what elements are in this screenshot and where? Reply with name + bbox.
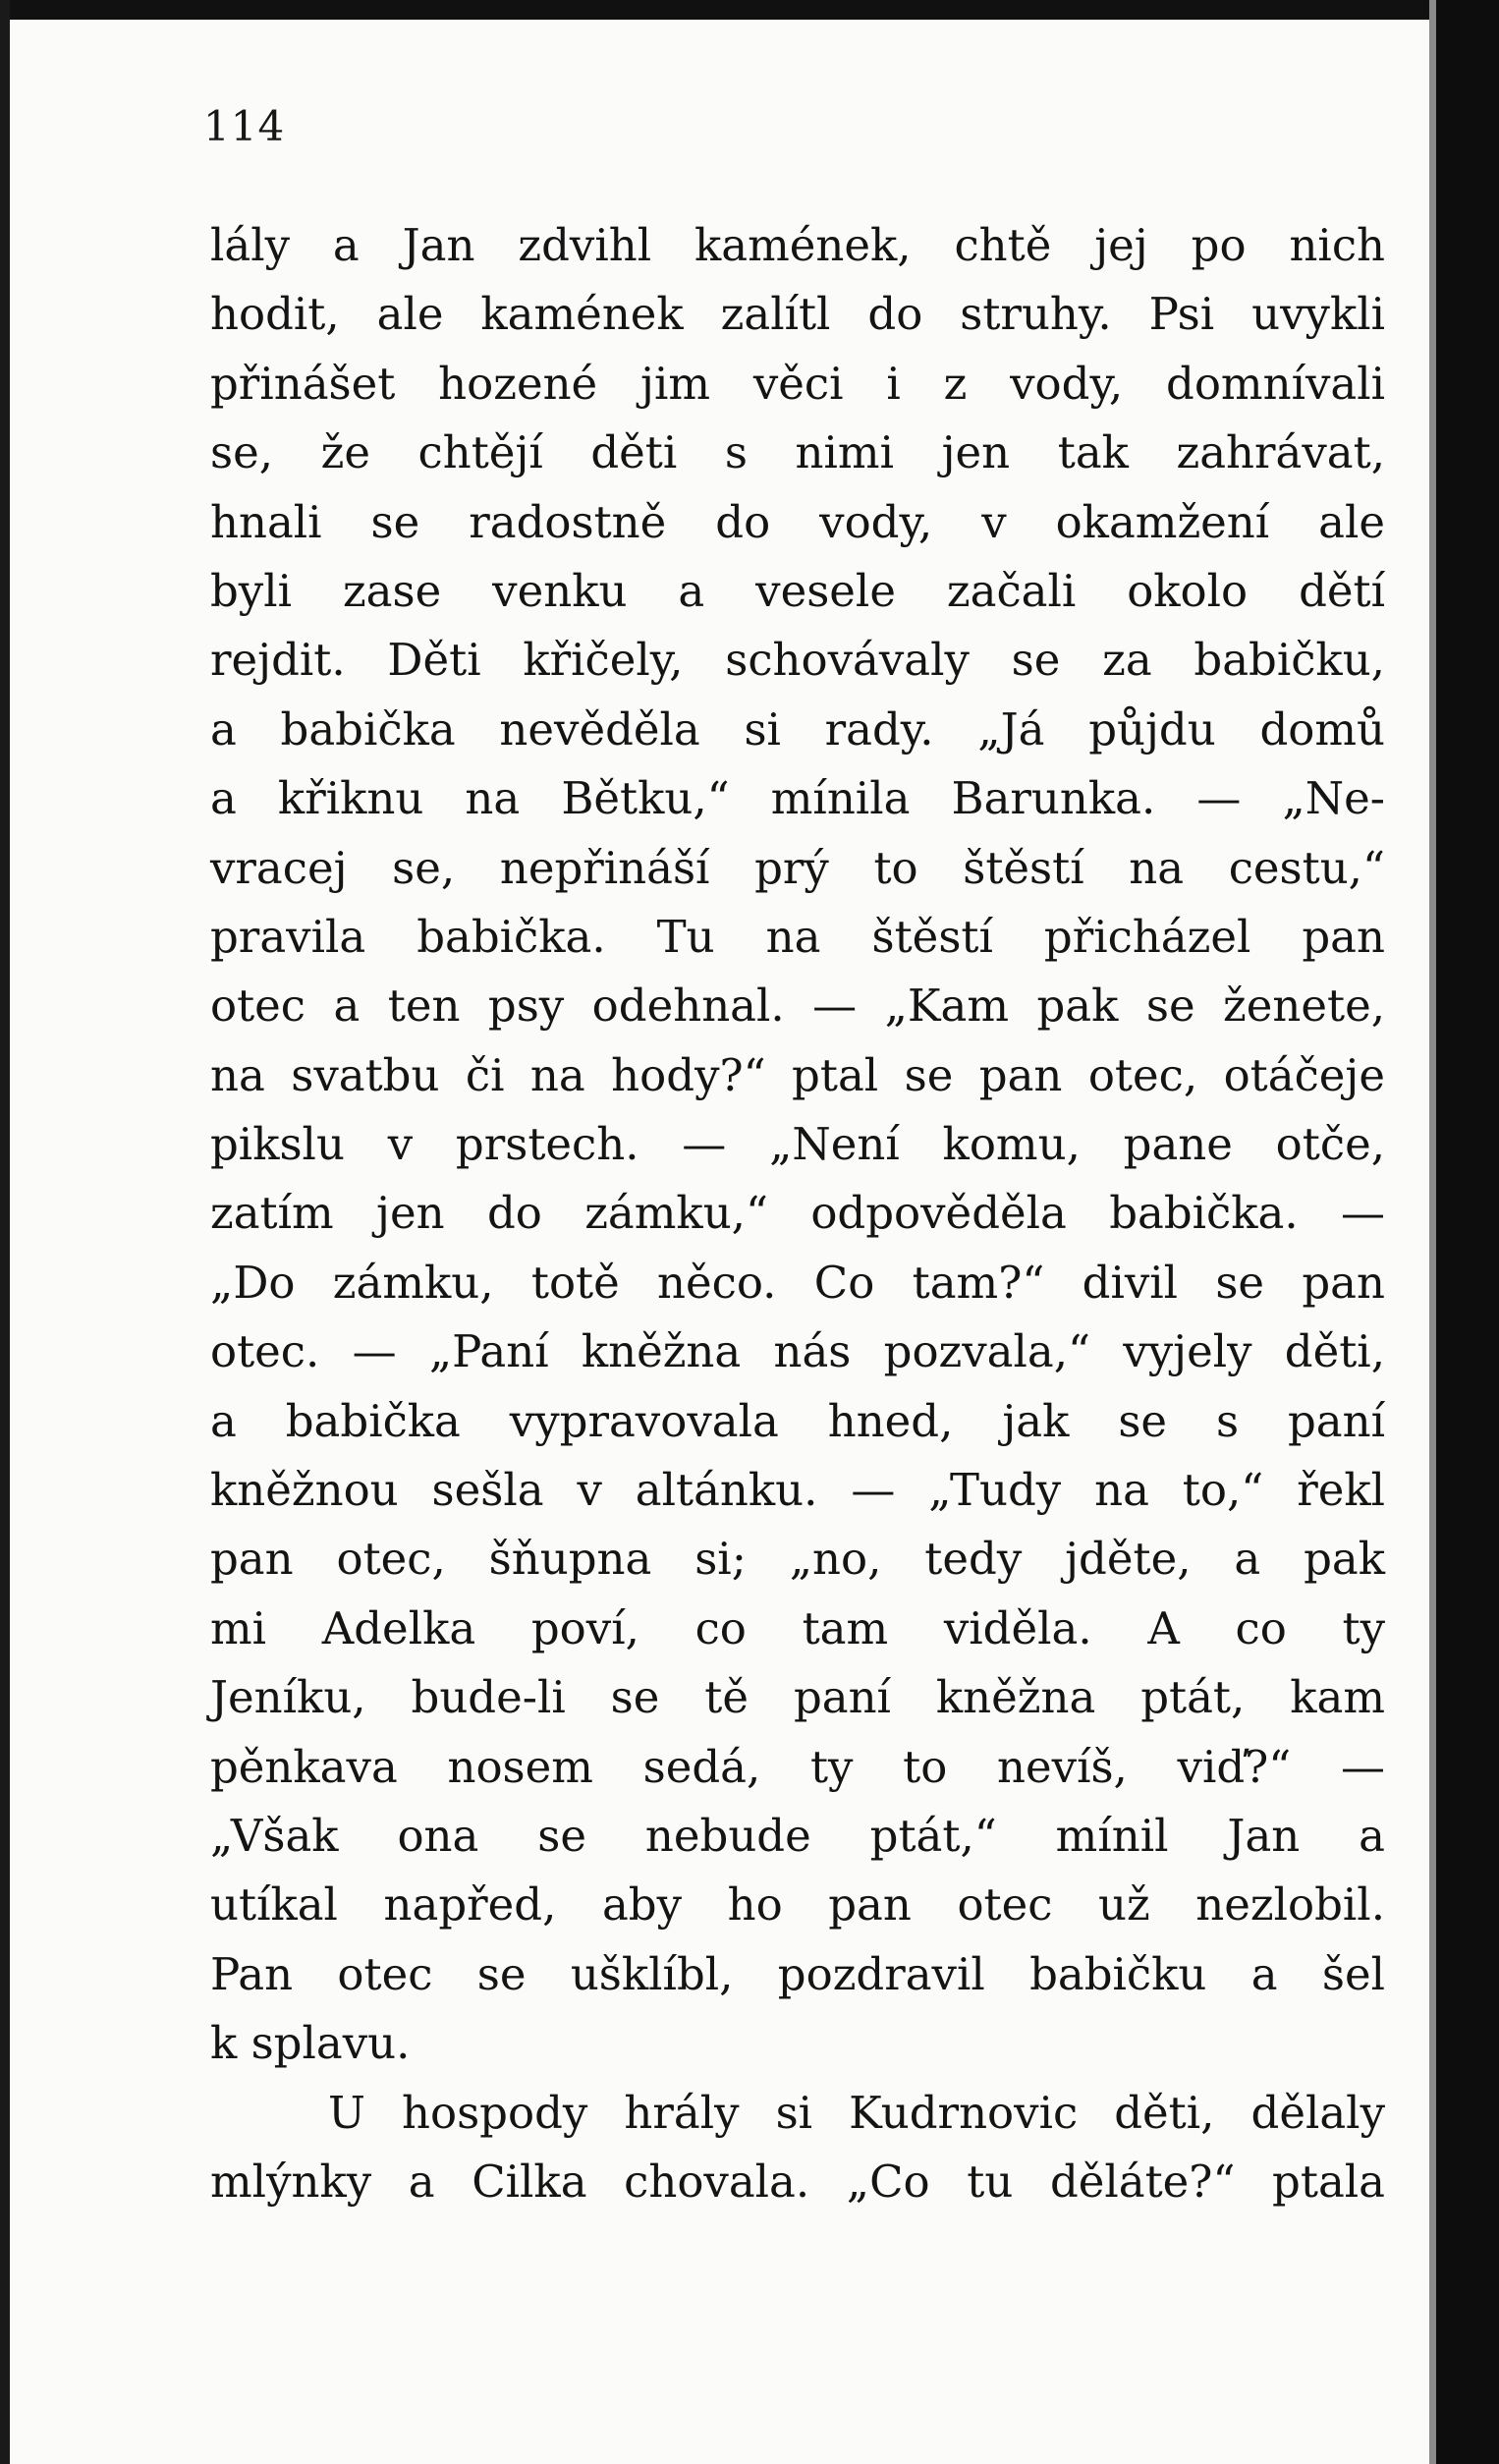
text-line: „Však ona se nebude ptát,“ mínil Jan a	[210, 1809, 1385, 1862]
text-line: přinášet hozené jim věci i z vody, domnívali	[210, 357, 1385, 410]
scan-border-top	[0, 0, 1499, 20]
text-line: hodit, ale kamének zalítl do struhy. Psi uvykli	[210, 288, 1385, 341]
text-line: pikslu v prstech. — „Není komu, pane otče,	[210, 1118, 1385, 1171]
text-line: Jeníku, bude-li se tě paní kněžna ptát, kam	[210, 1671, 1385, 1724]
text-line: se, že chtějí děti s nimi jen tak zahrávat,	[210, 426, 1385, 479]
text-line: Pan otec se ušklíbl, pozdravil babičku a šel	[210, 1947, 1385, 2000]
text-line: byli zase venku a vesele začali okolo dětí	[210, 564, 1385, 617]
text-line: pravila babička. Tu na štěstí přicházel pan	[210, 910, 1385, 963]
body-text	[210, 211, 1385, 2216]
text-line: kněžnou sešla v altánku. — „Tudy na to,“ řekl	[210, 1464, 1385, 1517]
text-line: na svatbu či na hody?“ ptal se pan otec, otáčeje	[210, 1048, 1385, 1101]
text-line: utíkal napřed, aby ho pan otec už nezlobil.	[210, 1878, 1385, 1932]
page-number: 114	[203, 102, 286, 150]
text-line: U hospody hrály si Kudrnovic děti, dělaly	[328, 2086, 1385, 2139]
text-line: a babička vypravovala hned, jak se s paní	[210, 1394, 1385, 1447]
text-line: k splavu.	[210, 2017, 411, 2070]
text-line: vracej se, nepřináší prý to štěstí na cestu,“	[210, 841, 1385, 894]
text-line: a babička nevěděla si rady. „Já půjdu domů	[210, 702, 1385, 756]
text-line: hnali se radostně do vody, v okamžení ale	[210, 495, 1385, 548]
text-line: otec a ten psy odehnal. — „Kam pak se ženete,	[210, 980, 1385, 1033]
text-line: zatím jen do zámku,“ odpověděla babička. —	[210, 1187, 1385, 1240]
text-line: otec. — „Paní kněžna nás pozvala,“ vyjely děti,	[210, 1325, 1385, 1378]
text-line: pan otec, šňupna si; „no, tedy jděte, a pak	[210, 1533, 1385, 1586]
text-line: pěnkava nosem sedá, ty to nevíš, viď?“ —	[210, 1740, 1385, 1793]
text-line: mi Adelka poví, co tam viděla. A co ty	[210, 1601, 1385, 1654]
text-line: a křiknu na Bětku,“ mínila Barunka. — „Ne-	[210, 772, 1385, 825]
scan-border-right	[1436, 0, 1499, 2464]
text-line: lály a Jan zdvihl kamének, chtě jej po nich	[210, 219, 1385, 271]
text-line: rejdit. Děti křičely, schovávaly se za babičku,	[210, 634, 1385, 687]
scan-border-left	[0, 0, 10, 2464]
text-line: „Do zámku, totě něco. Co tam?“ divil se pan	[210, 1256, 1385, 1309]
text-line: mlýnky a Cilka chovala. „Co tu děláte?“ ptala	[210, 2155, 1385, 2208]
